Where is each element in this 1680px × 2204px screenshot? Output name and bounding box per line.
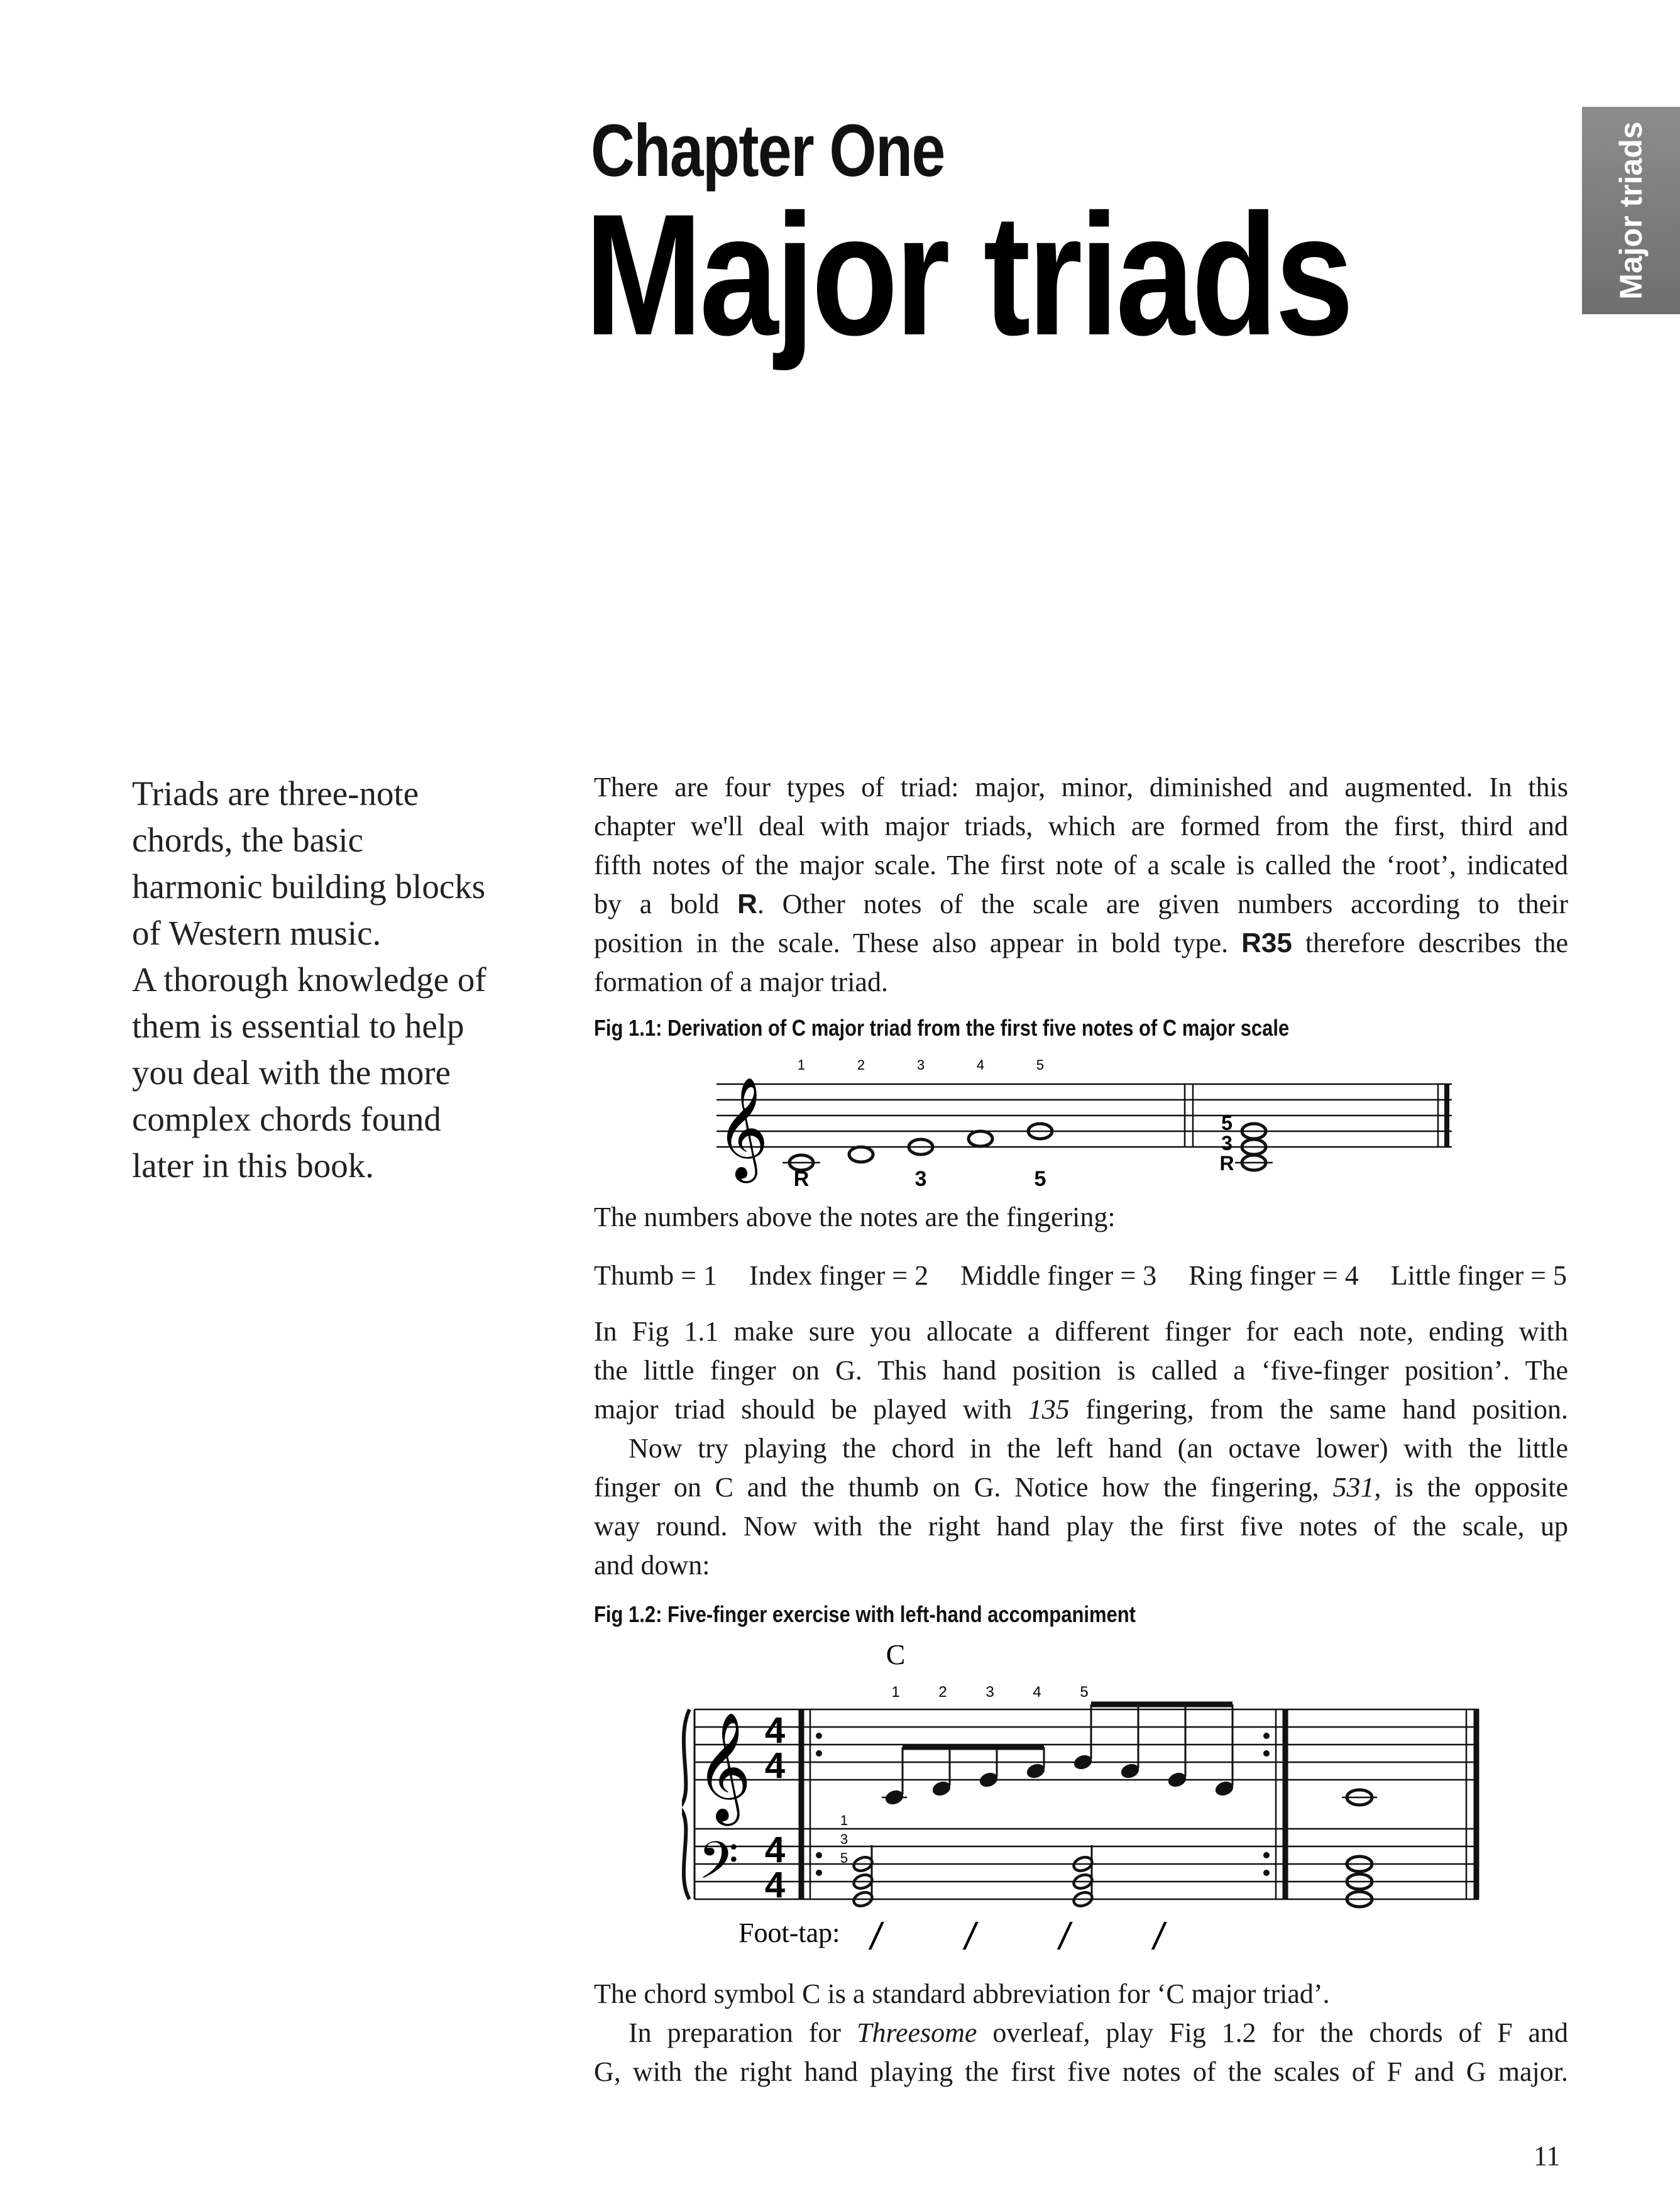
closing-paragraph bbox=[594, 1975, 1568, 2092]
side-tab bbox=[1582, 107, 1680, 314]
rh-eighth-notes bbox=[882, 1704, 1235, 1806]
paragraph-text: finger on C and the thumb on G. Notice how the fingering, bbox=[594, 1472, 1319, 1503]
formula-r35: R35 bbox=[1241, 928, 1292, 958]
chapter-label: Chapter One bbox=[591, 109, 945, 192]
sidebar-note bbox=[132, 770, 547, 1189]
repeat-start bbox=[801, 1709, 810, 1899]
paragraph-line: G, with the right hand playing the first five notes of the scales of F and G major. bbox=[594, 2056, 1568, 2087]
foot-tap-mark: / bbox=[870, 1916, 881, 1958]
sidebar-line: them is essential to help bbox=[132, 1007, 464, 1045]
lh-fingering bbox=[840, 1812, 848, 1866]
paragraph-line bbox=[594, 2014, 1568, 2053]
fingering-number: 1 bbox=[840, 1812, 848, 1828]
intro-text: . Other notes of the scale are given numbers according to their bbox=[757, 889, 1569, 919]
fingering-legend bbox=[594, 1259, 1567, 1291]
foot-tap-marks bbox=[868, 1916, 1167, 1958]
fingering-item: Little finger = 5 bbox=[1390, 1260, 1567, 1291]
intro-line: chapter we'll deal with major triads, which are formed from the first, third and bbox=[594, 811, 1568, 842]
fig1-caption: Fig 1.1: Derivation of C major triad from the first five notes of C major scale bbox=[594, 1015, 1290, 1041]
fingering-number: 3 bbox=[840, 1831, 848, 1847]
paragraph-text: major triad should be played with bbox=[594, 1394, 1013, 1425]
treble-staff bbox=[695, 1709, 1479, 1780]
foot-tap-mark: / bbox=[1059, 1916, 1070, 1958]
paragraph-line bbox=[594, 1468, 1568, 1507]
chord-stack-label: R bbox=[1219, 1152, 1234, 1175]
fingering-numbers bbox=[798, 1057, 1044, 1073]
fingering-intro-text: The numbers above the notes are the fingering: bbox=[594, 1202, 1116, 1232]
foot-tap-mark: / bbox=[965, 1916, 975, 1958]
fingering-item: Thumb = 1 bbox=[594, 1260, 717, 1291]
note-f bbox=[969, 1131, 992, 1146]
fingering-item: Middle finger = 3 bbox=[960, 1260, 1157, 1291]
sidebar-line: later in this book. bbox=[132, 1146, 374, 1185]
fingering-number: 4 bbox=[1033, 1684, 1041, 1701]
fingering-number: 4 bbox=[976, 1057, 985, 1073]
paragraph-text: fingering, from the same hand position. bbox=[1085, 1394, 1569, 1425]
fig1-notation bbox=[716, 1056, 1477, 1191]
intro-paragraph bbox=[594, 768, 1568, 1002]
chord-symbol: C bbox=[886, 1638, 906, 1670]
paragraph-line: The chord symbol C is a standard abbreviation for ‘C major triad’. bbox=[594, 1978, 1330, 2009]
fingering-number: 2 bbox=[938, 1684, 947, 1701]
bass-clef-icon: 𝄢 bbox=[698, 1833, 739, 1902]
degree-label: 3 bbox=[914, 1167, 927, 1191]
fingering-number: 1 bbox=[797, 1057, 806, 1073]
intro-line: formation of a major triad. bbox=[594, 967, 888, 997]
treble-clef-icon: 𝄞 bbox=[696, 1715, 752, 1819]
fingering-item: Ring finger = 4 bbox=[1189, 1260, 1359, 1291]
chord-stack-label: 5 bbox=[1221, 1112, 1233, 1134]
note-d bbox=[849, 1147, 873, 1162]
fig2-caption: Fig 1.2: Five-finger exercise with left-hand accompaniment bbox=[594, 1601, 1136, 1627]
paragraph-line bbox=[594, 1390, 1568, 1429]
intro-line: There are four types of triad: major, minor, diminished and augmented. In this bbox=[594, 772, 1568, 803]
treble-clef-icon: 𝄞 bbox=[716, 1080, 769, 1177]
fingering-number: 3 bbox=[985, 1684, 994, 1701]
sidebar-line: you deal with the more bbox=[132, 1053, 451, 1092]
foot-tap-mark: / bbox=[1153, 1916, 1164, 1958]
fingering-emphasis: 135 bbox=[1028, 1394, 1070, 1425]
intro-text: by a bold bbox=[594, 889, 720, 919]
paragraph-line: and down: bbox=[594, 1550, 710, 1581]
fingering-number: 5 bbox=[840, 1850, 848, 1866]
time-signature-bottom: 4 bbox=[764, 1745, 786, 1786]
sidebar-line: harmonic building blocks bbox=[132, 867, 486, 906]
fingering-number: 2 bbox=[857, 1057, 865, 1073]
repeat-dots bbox=[816, 1733, 1270, 1876]
degree-label: 5 bbox=[1034, 1167, 1046, 1191]
sidebar-line: complex chords found bbox=[132, 1100, 441, 1138]
paragraph-text: overleaf, play Fig 1.2 for the chords of F and bbox=[992, 2017, 1569, 2048]
fingering-item: Index finger = 2 bbox=[749, 1260, 929, 1291]
intro-line bbox=[594, 885, 1568, 924]
fingering-number: 5 bbox=[1080, 1684, 1089, 1701]
exercise-paragraph bbox=[594, 1312, 1568, 1585]
paragraph-line: In Fig 1.1 make sure you allocate a different finger for each note, ending with bbox=[594, 1316, 1568, 1347]
chord-stack-label: 3 bbox=[1221, 1132, 1233, 1154]
repeat-end bbox=[1276, 1709, 1285, 1899]
paragraph-line: way round. Now with the right hand play the first five notes of the scale, up bbox=[594, 1511, 1568, 1542]
sidebar-line: chords, the basic bbox=[132, 821, 364, 859]
grand-staff-brace bbox=[682, 1709, 689, 1899]
intro-line bbox=[594, 924, 1568, 963]
fingering-intro bbox=[594, 1198, 1568, 1237]
sidebar-line: of Western music. bbox=[132, 914, 382, 952]
paragraph-line: Now try playing the chord in the left hand (an octave lower) with the little bbox=[629, 1433, 1568, 1464]
chord-stack-labels bbox=[1219, 1112, 1234, 1175]
paragraph-text: In preparation for bbox=[629, 2017, 842, 2048]
degree-labels bbox=[794, 1167, 1046, 1191]
sidebar-line: A thorough knowledge of bbox=[132, 960, 486, 999]
foot-tap-label: Foot-tap: bbox=[738, 1917, 840, 1948]
paragraph-text: , is the opposite bbox=[1374, 1472, 1569, 1503]
side-tab-label: Major triads bbox=[1613, 121, 1649, 300]
sidebar-line: Triads are three-note bbox=[132, 774, 419, 813]
fig2-notation bbox=[682, 1634, 1499, 1967]
piece-title: Threesome bbox=[857, 2017, 977, 2048]
time-signatures bbox=[765, 1710, 785, 1905]
intro-line: fifth notes of the major scale. The first note of a scale is called the ‘root’, indicated bbox=[594, 850, 1568, 880]
intro-text: position in the scale. These also appear in bold type. bbox=[594, 928, 1229, 958]
fingering-number: 5 bbox=[1036, 1057, 1045, 1073]
time-signature-top: 4 bbox=[764, 1710, 786, 1751]
degree-label: R bbox=[793, 1167, 810, 1191]
fingering-emphasis: 531 bbox=[1332, 1472, 1375, 1503]
fingering-number: 1 bbox=[891, 1684, 900, 1701]
fingering-number: 3 bbox=[916, 1057, 925, 1073]
time-signature-bottom: 4 bbox=[764, 1865, 786, 1905]
time-signature-top: 4 bbox=[764, 1829, 786, 1870]
final-barline bbox=[1466, 1709, 1476, 1899]
intro-text: therefore describes the bbox=[1305, 928, 1569, 958]
paragraph-line: the little finger on G. This hand position is called a ‘five-finger position’. The bbox=[594, 1355, 1568, 1386]
rh-fingering bbox=[891, 1684, 1088, 1701]
final-chords bbox=[1342, 1790, 1377, 1907]
page-number: 11 bbox=[1534, 2141, 1561, 2171]
chapter-title: Major triads bbox=[585, 178, 1351, 371]
root-symbol: R bbox=[737, 889, 757, 919]
